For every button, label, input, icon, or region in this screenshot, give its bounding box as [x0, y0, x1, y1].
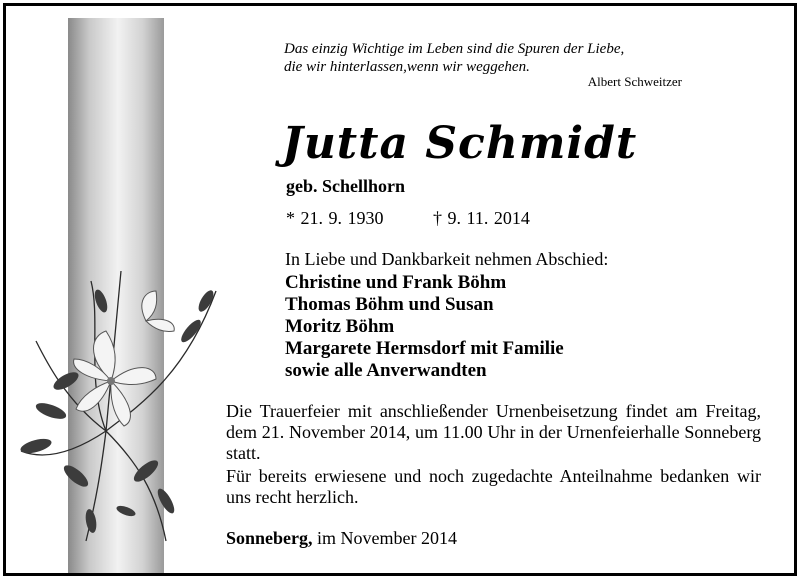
- quote-author: Albert Schweitzer: [587, 74, 682, 89]
- mourner-item: Margarete Hermsdorf mit Familie: [285, 338, 564, 359]
- date-text: im November 2014: [312, 528, 457, 548]
- quote-line-1: Das einzig Wichtige im Leben sind die Spuren der Liebe,: [284, 41, 625, 57]
- farewell-intro: In Liebe und Dankbarkeit nehmen Abschied:: [285, 249, 609, 269]
- mourner-item: Moritz Böhm: [285, 316, 395, 337]
- place-name: Sonneberg,: [226, 528, 313, 548]
- place-date-line: [226, 528, 457, 549]
- funeral-info: Die Trauerfeier mit anschließender Urnenbeisetzung findet am Freitag, dem 21. November 2014, um 11.00 Uhr in der Urnenfeierhalle Sonneberg statt.: [226, 401, 761, 463]
- thanks-text: Für bereits erwiesene und noch zugedachte Anteilnahme bedanken wir uns recht herzlich.: [226, 466, 761, 507]
- mourners-list: [285, 272, 564, 382]
- lily-bouquet-icon: [6, 261, 236, 546]
- death-date: † 9. 11. 2014: [433, 208, 530, 228]
- maiden-name: geb. Schellhorn: [286, 176, 406, 196]
- life-dates: [286, 208, 530, 229]
- deceased-name: Jutta Schmidt: [282, 118, 638, 169]
- mourner-item: Thomas Böhm und Susan: [285, 294, 494, 315]
- mourner-item: sowie alle Anverwandten: [285, 360, 487, 381]
- quote-line-2: die wir hinterlassen,wenn wir weggehen.: [284, 59, 530, 75]
- quote-text: [284, 40, 684, 76]
- obituary-card: [3, 3, 797, 576]
- birth-date: * 21. 9. 1930: [286, 208, 384, 228]
- mourner-item: Christine und Frank Böhm: [285, 272, 507, 293]
